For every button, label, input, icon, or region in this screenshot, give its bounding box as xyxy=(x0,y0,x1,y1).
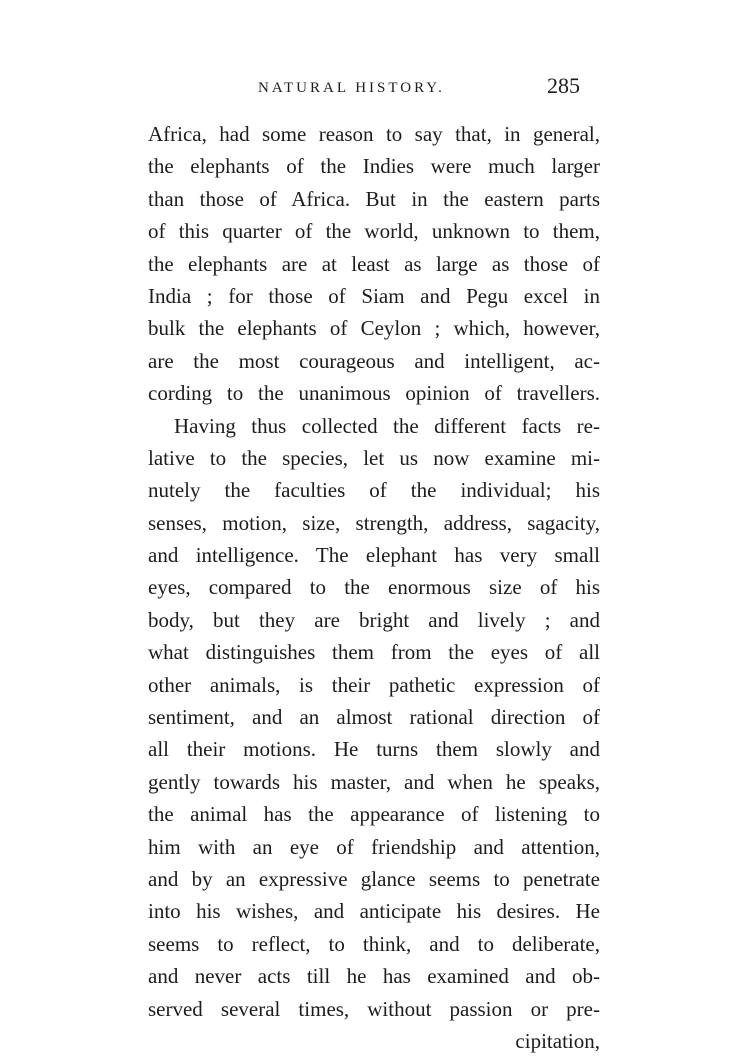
text-line: of this quarter of the world, unknown to them, xyxy=(148,219,600,244)
text-line: and never acts till he has examined and ob- xyxy=(148,964,600,989)
text-line: are the most courageous and intelligent, ac- xyxy=(148,348,600,373)
text-line: seems to reflect, to think, and to deliberate, xyxy=(148,931,600,956)
text-line: the elephants are at least as large as those of xyxy=(148,251,600,276)
text-line: nutely the faculties of the individual; his xyxy=(148,478,600,503)
page-number: 285 xyxy=(547,73,580,98)
text-line: sentiment, and an almost rational direction of xyxy=(148,705,600,730)
catchword-line: cipitation, xyxy=(515,1028,600,1053)
body-text xyxy=(148,118,600,1057)
text-line: eyes, compared to the enormous size of his xyxy=(148,575,600,600)
text-line: lative to the species, let us now examine mi- xyxy=(148,445,600,470)
text-line: into his wishes, and anticipate his desires. He xyxy=(148,899,600,924)
paragraph-start-line: Having thus collected the different facts re- xyxy=(174,413,600,438)
text-line: bulk the elephants of Ceylon ; which, however, xyxy=(148,316,600,341)
text-line: than those of Africa. But in the eastern parts xyxy=(148,186,600,211)
running-title: NATURAL HISTORY. xyxy=(258,80,445,96)
text-line: gently towards his master, and when he speaks, xyxy=(148,769,600,794)
text-line: Africa, had some reason to say that, in general, xyxy=(148,122,600,146)
text-line: all their motions. He turns them slowly and xyxy=(148,737,600,762)
text-line: what distinguishes them from the eyes of all xyxy=(148,640,600,665)
text-line: him with an eye of friendship and attention, xyxy=(148,834,600,859)
text-line: and intelligence. The elephant has very small xyxy=(148,543,600,568)
text-line: other animals, is their pathetic expression of xyxy=(148,672,600,697)
text-line: senses, motion, size, strength, address, sagacity, xyxy=(148,510,600,535)
text-line: served several times, without passion or pre- xyxy=(148,996,600,1021)
text-line: the elephants of the Indies were much larger xyxy=(148,154,600,179)
text-line: the animal has the appearance of listening to xyxy=(148,802,600,827)
text-line: body, but they are bright and lively ; and xyxy=(148,607,600,632)
text-line: India ; for those of Siam and Pegu excel in xyxy=(148,283,600,308)
text-line: cording to the unanimous opinion of travellers. xyxy=(148,381,600,406)
text-line: and by an expressive glance seems to penetrate xyxy=(148,866,600,891)
